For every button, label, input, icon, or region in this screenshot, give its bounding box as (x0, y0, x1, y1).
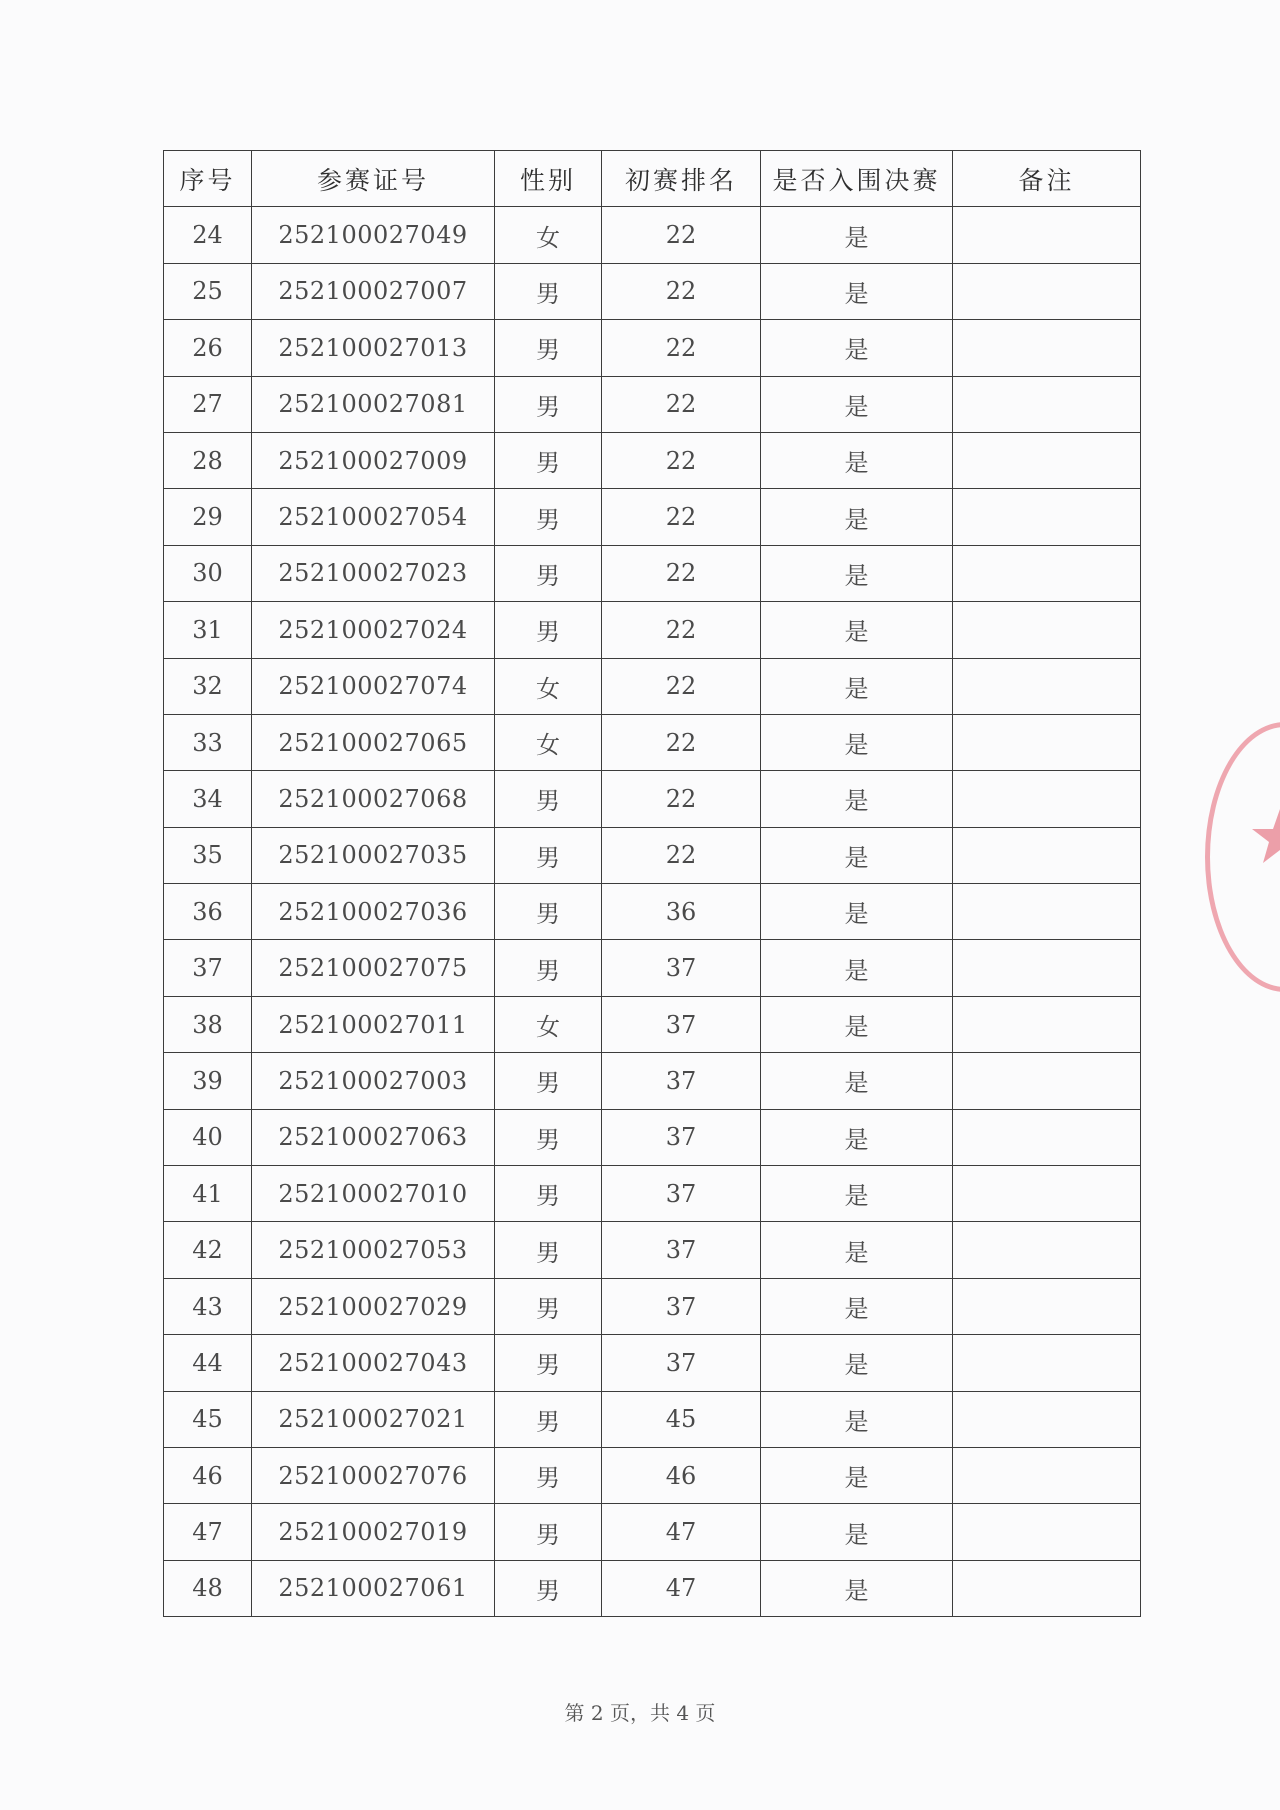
cell-index: 36 (164, 884, 252, 940)
table-row (164, 320, 1141, 376)
table-row (164, 714, 1141, 770)
cell-entry-id: 252100027068 (252, 771, 495, 827)
cell-gender: 男 (495, 1109, 602, 1165)
cell-remarks (953, 1560, 1141, 1616)
cell-entry-id: 252100027076 (252, 1447, 495, 1503)
cell-index: 34 (164, 771, 252, 827)
cell-gender: 男 (495, 771, 602, 827)
cell-remarks (953, 996, 1141, 1052)
table-row (164, 1391, 1141, 1447)
cell-prelim-rank: 22 (602, 432, 761, 488)
cell-gender: 男 (495, 1560, 602, 1616)
cell-finalist: 是 (761, 1447, 953, 1503)
table-body (164, 207, 1141, 1617)
cell-prelim-rank: 46 (602, 1447, 761, 1503)
cell-entry-id: 252100027049 (252, 207, 495, 263)
table-row (164, 376, 1141, 432)
cell-prelim-rank: 22 (602, 771, 761, 827)
table-row (164, 940, 1141, 996)
cell-finalist: 是 (761, 1560, 953, 1616)
cell-remarks (953, 884, 1141, 940)
cell-index: 44 (164, 1335, 252, 1391)
cell-gender: 男 (495, 940, 602, 996)
header-prelim-rank: 初赛排名 (602, 151, 761, 207)
cell-remarks (953, 1504, 1141, 1560)
cell-remarks (953, 1278, 1141, 1334)
cell-entry-id: 252100027043 (252, 1335, 495, 1391)
cell-index: 37 (164, 940, 252, 996)
cell-entry-id: 252100027074 (252, 658, 495, 714)
cell-gender: 男 (495, 1335, 602, 1391)
cell-index: 28 (164, 432, 252, 488)
cell-remarks (953, 545, 1141, 601)
cell-entry-id: 252100027011 (252, 996, 495, 1052)
cell-remarks (953, 1053, 1141, 1109)
cell-remarks (953, 489, 1141, 545)
cell-entry-id: 252100027065 (252, 714, 495, 770)
cell-remarks (953, 1335, 1141, 1391)
cell-remarks (953, 940, 1141, 996)
cell-gender: 男 (495, 827, 602, 883)
cell-finalist: 是 (761, 996, 953, 1052)
cell-index: 43 (164, 1278, 252, 1334)
cell-prelim-rank: 22 (602, 545, 761, 601)
cell-prelim-rank: 37 (602, 996, 761, 1052)
cell-index: 25 (164, 263, 252, 319)
cell-entry-id: 252100027081 (252, 376, 495, 432)
cell-finalist: 是 (761, 263, 953, 319)
cell-finalist: 是 (761, 1053, 953, 1109)
cell-entry-id: 252100027023 (252, 545, 495, 601)
table-row (164, 771, 1141, 827)
cell-index: 26 (164, 320, 252, 376)
cell-finalist: 是 (761, 1109, 953, 1165)
cell-prelim-rank: 37 (602, 1166, 761, 1222)
cell-finalist: 是 (761, 602, 953, 658)
cell-index: 27 (164, 376, 252, 432)
cell-prelim-rank: 22 (602, 658, 761, 714)
cell-finalist: 是 (761, 884, 953, 940)
official-seal (1205, 722, 1280, 992)
cell-entry-id: 252100027003 (252, 1053, 495, 1109)
cell-entry-id: 252100027009 (252, 432, 495, 488)
cell-remarks (953, 602, 1141, 658)
header-finalist: 是否入围决赛 (761, 151, 953, 207)
cell-gender: 男 (495, 263, 602, 319)
cell-prelim-rank: 37 (602, 1222, 761, 1278)
cell-prelim-rank: 22 (602, 714, 761, 770)
table-row (164, 263, 1141, 319)
cell-remarks (953, 1222, 1141, 1278)
cell-gender: 男 (495, 602, 602, 658)
cell-remarks (953, 1391, 1141, 1447)
cell-finalist: 是 (761, 940, 953, 996)
cell-gender: 男 (495, 1278, 602, 1334)
cell-entry-id: 252100027036 (252, 884, 495, 940)
cell-gender: 男 (495, 489, 602, 545)
cell-entry-id: 252100027035 (252, 827, 495, 883)
cell-index: 33 (164, 714, 252, 770)
cell-finalist: 是 (761, 320, 953, 376)
table-header-row (164, 151, 1141, 207)
cell-remarks (953, 320, 1141, 376)
cell-index: 30 (164, 545, 252, 601)
cell-gender: 男 (495, 432, 602, 488)
cell-entry-id: 252100027063 (252, 1109, 495, 1165)
cell-entry-id: 252100027007 (252, 263, 495, 319)
header-index: 序号 (164, 151, 252, 207)
cell-gender: 男 (495, 376, 602, 432)
cell-gender: 男 (495, 1391, 602, 1447)
cell-remarks (953, 263, 1141, 319)
table-row (164, 545, 1141, 601)
cell-prelim-rank: 37 (602, 940, 761, 996)
cell-finalist: 是 (761, 827, 953, 883)
cell-index: 46 (164, 1447, 252, 1503)
cell-prelim-rank: 37 (602, 1335, 761, 1391)
cell-prelim-rank: 47 (602, 1504, 761, 1560)
cell-index: 42 (164, 1222, 252, 1278)
cell-finalist: 是 (761, 1222, 953, 1278)
cell-gender: 女 (495, 658, 602, 714)
cell-entry-id: 252100027024 (252, 602, 495, 658)
page-number-footer: 第 2 页，共 4 页 (564, 1701, 716, 1725)
cell-remarks (953, 432, 1141, 488)
cell-index: 35 (164, 827, 252, 883)
cell-prelim-rank: 22 (602, 489, 761, 545)
table-row (164, 884, 1141, 940)
cell-index: 40 (164, 1109, 252, 1165)
cell-entry-id: 252100027054 (252, 489, 495, 545)
cell-index: 31 (164, 602, 252, 658)
table-row (164, 1053, 1141, 1109)
cell-prelim-rank: 22 (602, 207, 761, 263)
cell-prelim-rank: 37 (602, 1278, 761, 1334)
table-row (164, 658, 1141, 714)
cell-gender: 男 (495, 545, 602, 601)
table-row (164, 602, 1141, 658)
cell-gender: 男 (495, 1447, 602, 1503)
cell-entry-id: 252100027019 (252, 1504, 495, 1560)
table-row (164, 1447, 1141, 1503)
cell-prelim-rank: 22 (602, 602, 761, 658)
cell-remarks (953, 658, 1141, 714)
cell-remarks (953, 1166, 1141, 1222)
cell-finalist: 是 (761, 207, 953, 263)
cell-entry-id: 252100027021 (252, 1391, 495, 1447)
cell-prelim-rank: 22 (602, 263, 761, 319)
cell-prelim-rank: 36 (602, 884, 761, 940)
cell-prelim-rank: 47 (602, 1560, 761, 1616)
cell-remarks (953, 827, 1141, 883)
cell-remarks (953, 1447, 1141, 1503)
cell-finalist: 是 (761, 714, 953, 770)
cell-prelim-rank: 22 (602, 827, 761, 883)
cell-gender: 男 (495, 1222, 602, 1278)
cell-remarks (953, 376, 1141, 432)
cell-entry-id: 252100027010 (252, 1166, 495, 1222)
cell-gender: 女 (495, 996, 602, 1052)
cell-gender: 女 (495, 207, 602, 263)
cell-prelim-rank: 22 (602, 376, 761, 432)
cell-remarks (953, 714, 1141, 770)
cell-gender: 男 (495, 1053, 602, 1109)
table-row (164, 1222, 1141, 1278)
cell-finalist: 是 (761, 1335, 953, 1391)
table-row (164, 432, 1141, 488)
cell-index: 38 (164, 996, 252, 1052)
cell-entry-id: 252100027029 (252, 1278, 495, 1334)
header-gender: 性别 (495, 151, 602, 207)
table-row (164, 827, 1141, 883)
cell-gender: 女 (495, 714, 602, 770)
cell-finalist: 是 (761, 432, 953, 488)
cell-remarks (953, 1109, 1141, 1165)
cell-finalist: 是 (761, 1391, 953, 1447)
cell-index: 39 (164, 1053, 252, 1109)
table-row (164, 207, 1141, 263)
cell-prelim-rank: 37 (602, 1109, 761, 1165)
cell-finalist: 是 (761, 1278, 953, 1334)
cell-gender: 男 (495, 320, 602, 376)
table-row (164, 1504, 1141, 1560)
cell-index: 29 (164, 489, 252, 545)
table-row (164, 1109, 1141, 1165)
cell-entry-id: 252100027075 (252, 940, 495, 996)
cell-index: 47 (164, 1504, 252, 1560)
cell-gender: 男 (495, 884, 602, 940)
cell-index: 24 (164, 207, 252, 263)
cell-finalist: 是 (761, 1166, 953, 1222)
cell-entry-id: 252100027053 (252, 1222, 495, 1278)
cell-index: 45 (164, 1391, 252, 1447)
table-row (164, 1166, 1141, 1222)
cell-entry-id: 252100027061 (252, 1560, 495, 1616)
cell-index: 48 (164, 1560, 252, 1616)
cell-prelim-rank: 45 (602, 1391, 761, 1447)
cell-finalist: 是 (761, 545, 953, 601)
cell-remarks (953, 207, 1141, 263)
table-row (164, 1560, 1141, 1616)
cell-entry-id: 252100027013 (252, 320, 495, 376)
cell-gender: 男 (495, 1504, 602, 1560)
cell-finalist: 是 (761, 376, 953, 432)
header-entry-id: 参赛证号 (252, 151, 495, 207)
table-row (164, 1278, 1141, 1334)
header-remarks: 备注 (953, 151, 1141, 207)
cell-remarks (953, 771, 1141, 827)
cell-finalist: 是 (761, 1504, 953, 1560)
cell-prelim-rank: 22 (602, 320, 761, 376)
seal-star-icon (1250, 807, 1280, 867)
cell-index: 32 (164, 658, 252, 714)
cell-finalist: 是 (761, 489, 953, 545)
cell-index: 41 (164, 1166, 252, 1222)
cell-prelim-rank: 37 (602, 1053, 761, 1109)
finalist-table (163, 150, 1141, 1617)
cell-finalist: 是 (761, 771, 953, 827)
table-row (164, 996, 1141, 1052)
table-row (164, 1335, 1141, 1391)
cell-gender: 男 (495, 1166, 602, 1222)
cell-finalist: 是 (761, 658, 953, 714)
table-row (164, 489, 1141, 545)
